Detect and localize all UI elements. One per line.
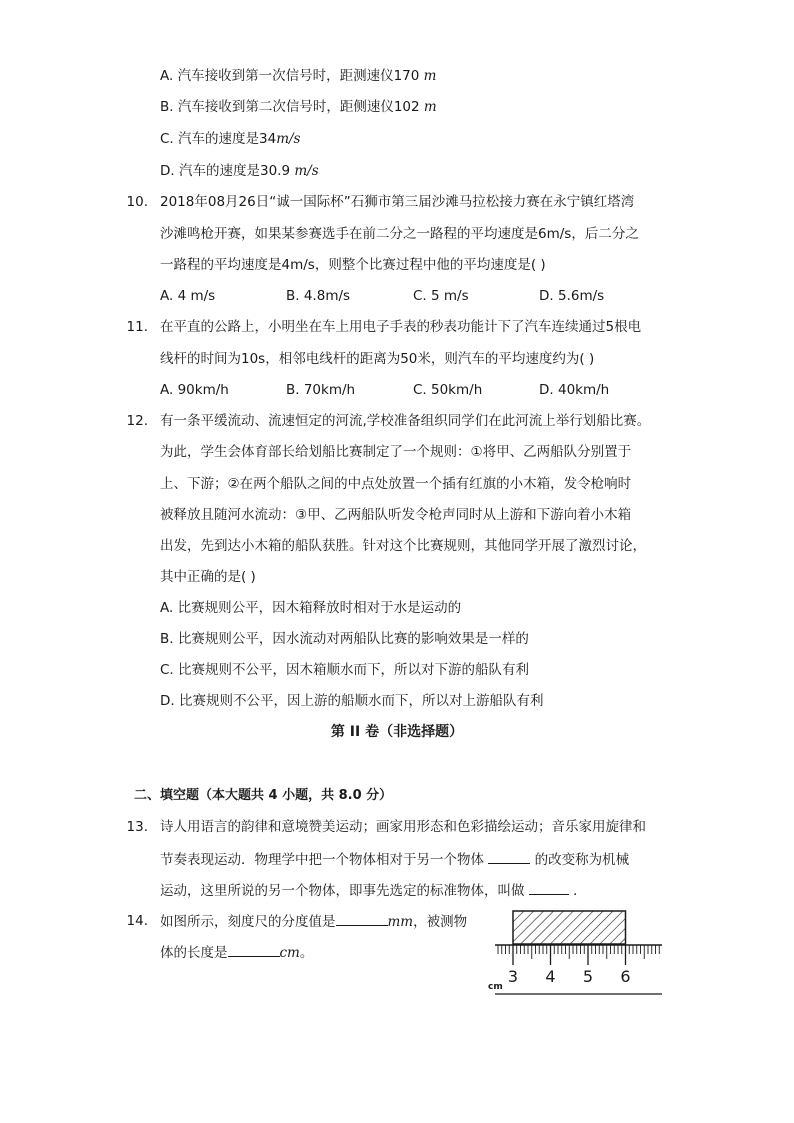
q14-line-2-start: 体的长度是 [160,945,228,961]
q11-line-2: 线杆的时间为10s，相邻电线杆的距离为50米，则汽车的平均速度约为( ) [160,351,595,367]
q13-line-3 [160,881,587,900]
q12-line-3: 上、下游；②在两个船队之间的中点处放置一个插有红旗的小木箱，发令枪响时 [160,476,632,492]
section-2-heading: 二、填空题（本大题共 4 小题，共 8.0 分） [134,788,393,803]
q9-option-a-unit: m [423,68,437,84]
q12-option-b: B. 比赛规则公平，因水流动对两船队比赛的影响效果是一样的 [160,631,529,647]
q9-option-d-unit: m/s [294,163,319,179]
ruler-tick-label: 5 [582,967,594,986]
q14-line-1 [160,912,467,931]
q13-line-3-start: 运动，这里所说的另一个物体，即事先选定的标准物体，叫做 [160,883,529,899]
q10-option-a: A. 4 m/s [160,288,216,304]
q12-line-6: 其中正确的是( ) [160,569,256,585]
q13-line-2 [160,850,629,869]
q11-number: 11. [126,319,148,335]
q14-line-2 [160,943,313,962]
q12-line-1: 有一条平缓流动、流速恒定的河流,学校准备组织同学们在此河流上举行划船比赛。 [160,413,651,429]
q11-line-1: 在平直的公路上，小明坐在车上用电子手表的秒表功能计下了汽车连续通过5根电 [160,319,642,335]
q14-line-1-end: ，被测物 [413,914,468,930]
q13-line-1: 诗人用语言的韵律和意境赞美运动；画家用形态和色彩描绘运动；音乐家用旋律和 [160,819,646,835]
q11-option-b: B. 70km/h [286,382,356,398]
q11-option-a: A. 90km/h [160,382,229,398]
q14-line-1-start: 如图所示，刻度尺的分度值是 [160,914,336,930]
ruler-unit-label: cm [488,982,503,992]
q14-unit-cm: cm [279,945,300,961]
q12-option-d: D. 比赛规则不公平，因上游的船顺水而下，所以对上游船队有利 [160,693,544,709]
measured-object [513,911,626,944]
q14-blank-2[interactable] [228,943,280,957]
q9-option-c [160,130,300,148]
q10-option-d: D. 5.6m/s [539,288,605,304]
q12-option-c: C. 比赛规则不公平，因木箱顺水而下，所以对下游的船队有利 [160,662,530,678]
q10-line-1: 2018年08月26日“诚一国际杯”石狮市第三届沙滩马拉松接力赛在永宁镇红塔湾 [160,194,635,210]
q10-line-3: 一路程的平均速度是4m/s，则整个比赛过程中他的平均速度是( ) [160,257,546,273]
part-2-title: 第 II 卷（非选择题） [330,724,464,740]
q12-line-4: 被释放且随河水流动：③甲、乙两船队听发令枪声同时从上游和下游向着小木箱 [160,507,632,523]
q11-option-d: D. 40km/h [539,382,610,398]
q12-line-2: 为此，学生会体育部长给划船比赛制定了一个规则：①将甲、乙两船队分别置于 [160,444,632,460]
q12-number: 12. [126,413,148,429]
q9-option-c-text: C. 汽车的速度是34 [160,131,277,147]
q10-number: 10. [126,194,148,210]
ruler-tick-labels [508,967,631,986]
ruler-ticks [498,945,659,965]
ruler-tick-label: 3 [507,967,519,986]
q14-unit-mm: mm [387,914,414,930]
q9-option-a-text: A. 汽车接收到第一次信号时，距测速仪170 [160,68,420,84]
q14-line-2-end: 。 [299,945,314,961]
ruler-tick-label: 6 [620,967,631,986]
q13-line-3-end: ． [568,883,587,899]
q12-option-a: A. 比赛规则公平，因木箱释放时相对于水是运动的 [160,600,462,616]
q10-option-b: B. 4.8m/s [286,288,351,304]
q11-option-c: C. 50km/h [413,382,483,398]
ruler-tick-label: 4 [545,967,556,986]
q13-line-2-start: 节奏表现运动．物理学中把一个物体相对于另一个物体 [160,852,489,868]
q13-blank-1[interactable] [488,850,530,864]
q13-blank-2[interactable] [529,881,569,895]
q9-option-a [160,67,436,85]
ruler-figure [480,905,670,1000]
q9-option-d [160,162,319,180]
q9-option-b-unit: m [423,99,437,115]
q14-number: 14. [126,913,148,929]
q10-option-c: C. 5 m/s [413,288,469,304]
q9-option-c-unit: m/s [276,131,301,147]
q9-option-b-text: B. 汽车接收到第二次信号时，距侧速仪102 [160,99,420,115]
q12-line-5: 出发，先到达小木箱的船队获胜。针对这个比赛规则，其他同学开展了激烈讨论， [160,538,646,554]
q9-option-d-text: D. 汽车的速度是30.9 [160,163,291,179]
q9-option-b [160,98,437,116]
q13-line-2-end: 的改变称为机械 [530,852,630,868]
q10-line-2: 沙滩鸣枪开赛，如果某参赛选手在前二分之一路程的平均速度是6m/s，后二分之 [160,226,639,242]
q13-number: 13. [126,819,148,835]
q14-blank-1[interactable] [336,912,388,926]
